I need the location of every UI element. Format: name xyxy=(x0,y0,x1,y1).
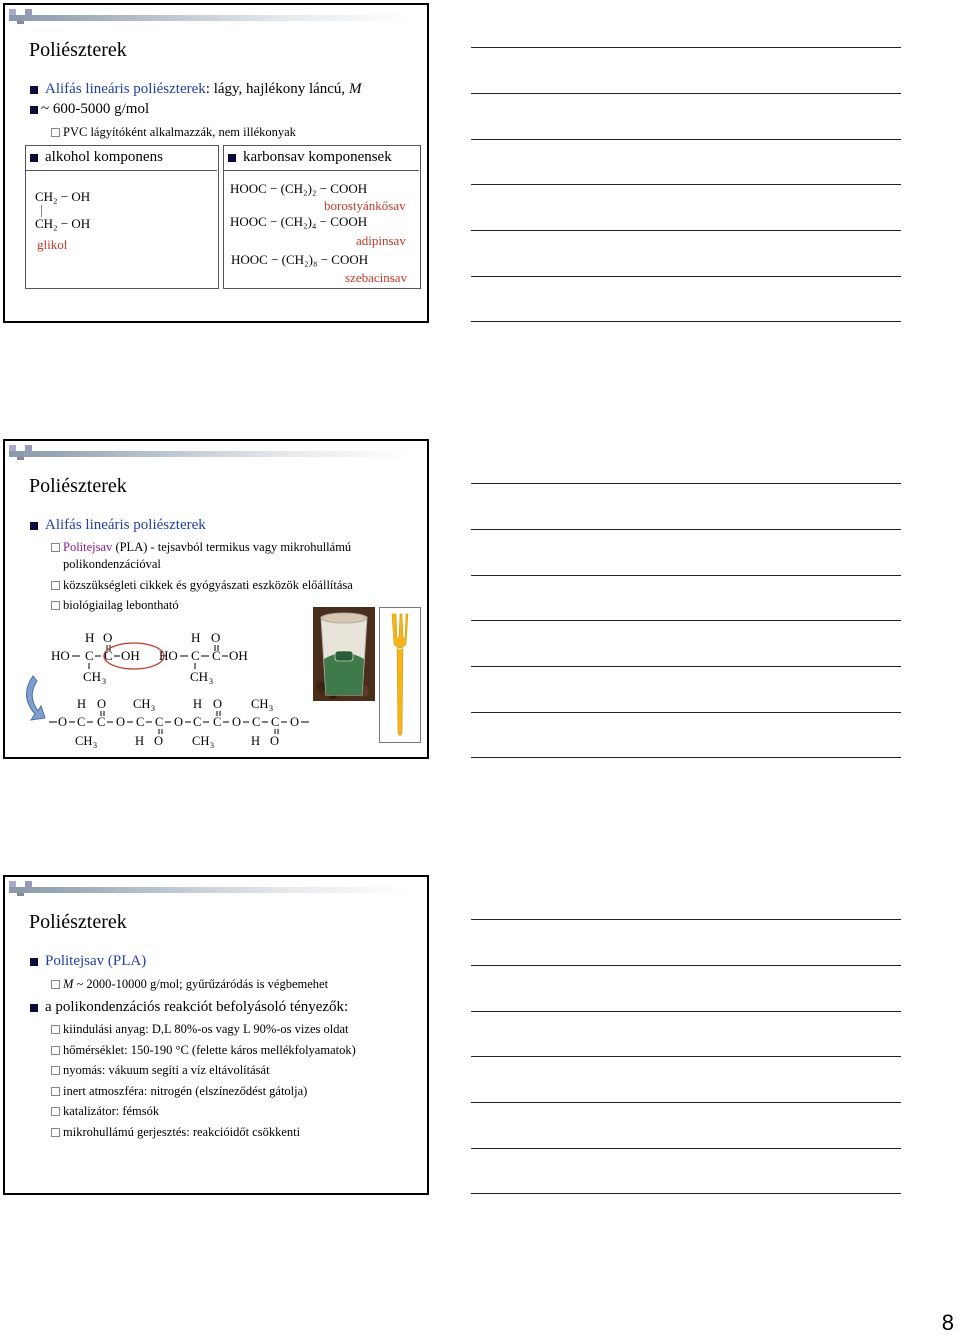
svg-text:O: O xyxy=(232,715,242,729)
svg-text:OH: OH xyxy=(229,648,248,663)
svg-text:C: C xyxy=(77,715,86,729)
slide-title: Poliészterek xyxy=(29,475,127,497)
svg-text:H: H xyxy=(191,630,201,645)
glycol-line1: CH₂ − OH xyxy=(35,189,91,204)
svg-text:CH: CH xyxy=(190,669,209,684)
svg-text:OH: OH xyxy=(121,648,140,663)
svg-text:O: O xyxy=(270,734,280,748)
svg-text:3: 3 xyxy=(102,677,106,686)
svg-text:O: O xyxy=(290,715,300,729)
acid2-name: adipinsav xyxy=(356,233,406,248)
slide-decoration xyxy=(9,9,429,29)
factor-item: nyomás: vákuum segíti a víz eltávolítását xyxy=(63,1063,270,1077)
svg-text:O: O xyxy=(174,715,184,729)
slide-2 xyxy=(3,439,429,759)
svg-text:O: O xyxy=(211,630,221,645)
alcohol-header: alkohol komponens xyxy=(45,149,163,165)
pla-fork-image xyxy=(379,607,421,743)
acid3-name: szebacinsav xyxy=(345,270,408,285)
slide-title: Poliészterek xyxy=(29,911,127,933)
svg-text:O: O xyxy=(116,715,126,729)
page-number: 8 xyxy=(941,1310,954,1335)
svg-text:O: O xyxy=(213,697,223,711)
svg-text:C: C xyxy=(271,715,280,729)
pla-reaction-scheme xyxy=(13,626,313,751)
svg-text:CH: CH xyxy=(83,669,102,684)
svg-text:O: O xyxy=(103,630,113,645)
sub-bullet-molar-mass: M ~ 2000-10000 g/mol; gyűrűzáródás is végbemehet xyxy=(63,977,329,991)
acid1-formula: HOOC − (CH₂)₂ − COOH xyxy=(230,181,368,196)
svg-text:HO: HO xyxy=(159,648,178,663)
svg-text:O: O xyxy=(154,734,164,748)
slide-decoration xyxy=(9,445,429,465)
slide-decoration xyxy=(9,881,429,901)
bullet: Alifás lineáris poliészterek xyxy=(45,517,206,533)
svg-text:C: C xyxy=(136,715,145,729)
svg-text:C: C xyxy=(97,715,106,729)
acid-header: karbonsav komponensek xyxy=(243,149,392,165)
svg-text:C: C xyxy=(104,648,113,663)
svg-text:H: H xyxy=(135,734,145,748)
factor-item: hőmérséklet: 150-190 °C (felette káros mellékfolyamatok) xyxy=(63,1043,356,1057)
acid3-formula: HOOC − (CH₂)₈ − COOH xyxy=(231,252,369,267)
factor-item: kiindulási anyag: D,L 80%-os vagy L 90%-os vizes oldat xyxy=(63,1022,349,1036)
slide-1 xyxy=(3,3,429,323)
svg-text:HO: HO xyxy=(51,648,70,663)
acid1-name: borostyánkősav xyxy=(324,198,406,213)
factor-item: katalizátor: fémsók xyxy=(63,1104,160,1118)
reaction-arrow xyxy=(26,676,45,720)
svg-text:C: C xyxy=(155,715,164,729)
sub-bullet-uses: közszükségleti cikkek és gyógyászati eszközök előállítása xyxy=(63,578,353,592)
factor-item: mikrohullámú gerjesztés: reakcióidőt csökkenti xyxy=(63,1125,301,1139)
bullet-continued: ~ 600-5000 g/mol xyxy=(45,101,153,118)
lactic-acid-molecule-2 xyxy=(159,630,248,686)
glycol-name: glikol xyxy=(37,237,68,252)
svg-text:H: H xyxy=(193,697,203,711)
bullet-factors: a polikondenzációs reakciót befolyásoló tényezők: xyxy=(45,999,349,1015)
sub-bullet-pla-cont: polikondenzációval xyxy=(63,557,161,571)
pla-cup-image xyxy=(313,607,375,701)
svg-text:CH: CH xyxy=(133,697,151,711)
svg-text:CH: CH xyxy=(75,734,93,748)
svg-text:3: 3 xyxy=(269,704,273,713)
svg-text:H: H xyxy=(85,630,95,645)
svg-text:C: C xyxy=(191,648,200,663)
svg-text:H: H xyxy=(251,734,261,748)
svg-text:3: 3 xyxy=(151,704,155,713)
bullet: Alifás lineáris poliészterek: lágy, hajlékony láncú, M xyxy=(45,81,415,98)
lactic-acid-molecule-1 xyxy=(51,630,164,686)
bullet-pla: Politejsav (PLA) xyxy=(45,953,147,969)
slide-3 xyxy=(3,875,429,1195)
svg-text:CH: CH xyxy=(192,734,210,748)
sub-bullet-pla: Politejsav (PLA) - tejsavból termikus vagy mikrohullámú xyxy=(63,540,403,555)
svg-text:O: O xyxy=(97,697,107,711)
svg-text:C: C xyxy=(213,715,222,729)
glycol-line2: CH₂ − OH xyxy=(35,216,91,231)
svg-text:3: 3 xyxy=(210,741,214,750)
sub-bullet: PVC lágyítóként alkalmazzák, nem illékonyak xyxy=(63,125,296,139)
svg-text:C: C xyxy=(193,715,202,729)
svg-text:O: O xyxy=(58,715,68,729)
acid2-formula: HOOC − (CH₂)₄ − COOH xyxy=(230,214,368,229)
pla-polymer-chain xyxy=(49,697,309,750)
svg-text:C: C xyxy=(212,648,221,663)
factor-item: inert atmoszféra: nitrogén (elszíneződést gátolja) xyxy=(63,1084,308,1098)
svg-text:C: C xyxy=(85,648,94,663)
svg-text:3: 3 xyxy=(209,677,213,686)
slide-title: Poliészterek xyxy=(29,39,127,61)
svg-text:H: H xyxy=(77,697,87,711)
svg-text:CH: CH xyxy=(251,697,269,711)
svg-text:3: 3 xyxy=(93,741,97,750)
sub-bullet-biodegradable: biológiailag lebontható xyxy=(63,598,179,612)
svg-text:C: C xyxy=(252,715,261,729)
